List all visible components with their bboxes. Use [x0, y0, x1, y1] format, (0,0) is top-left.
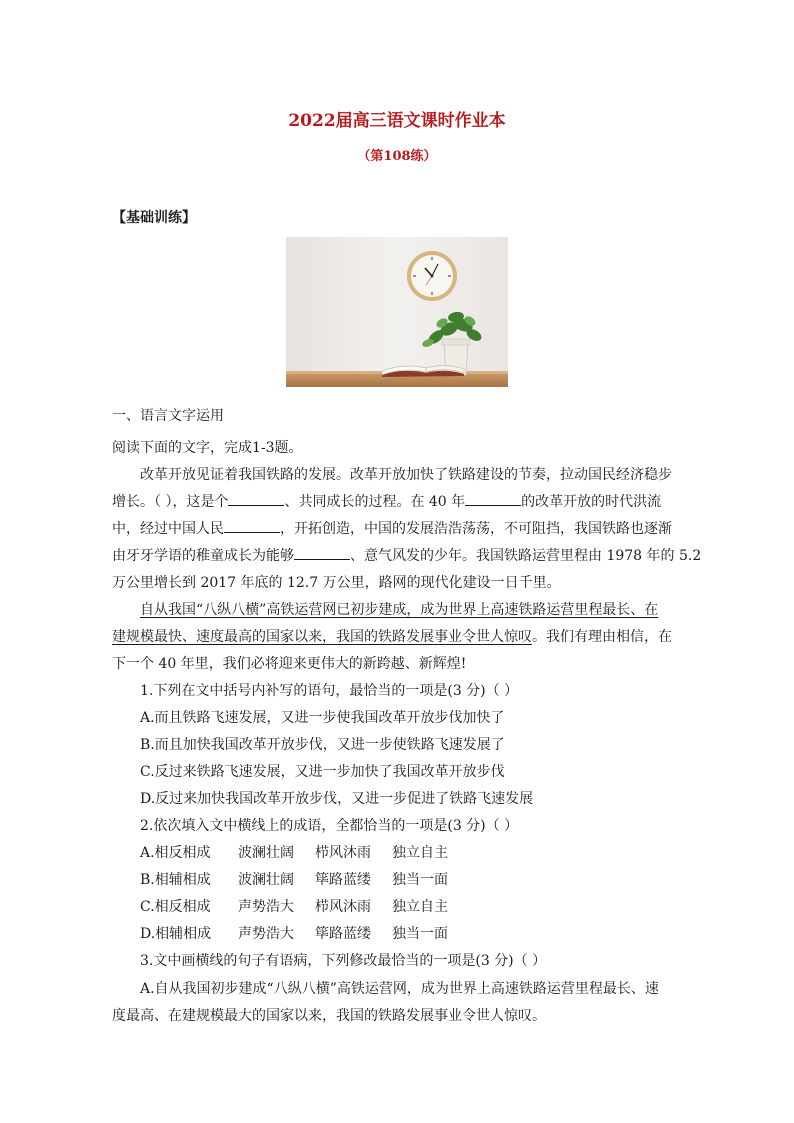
- passage-text: 。我们有理由相信，在: [532, 629, 672, 645]
- underlined-sentence: 自从我国“八纵八横”高铁运营网已初步建成，成为世界上高速铁路运营里程最长、在: [140, 602, 659, 618]
- option-idiom: 筚路蓝缕: [315, 872, 371, 888]
- answer-option: 度最高、在建规模最大的国家以来，我国的铁路发展事业令世人惊叹。: [112, 1008, 546, 1024]
- answer-option: B.相辅相成: [140, 872, 211, 888]
- passage-text: 中，经过中国人民: [112, 521, 224, 537]
- passage-text: 由牙牙学语的稚童成长为能够: [112, 548, 294, 564]
- answer-option: B.而且加快我国改革开放步伐，又进一步使铁路飞速发展了: [140, 737, 505, 753]
- passage-line: [112, 545, 701, 565]
- answer-option: D.反过来加快我国改革开放步伐，又进一步促进了铁路飞速发展: [140, 791, 534, 807]
- document-subtitle: （第108练）: [357, 149, 437, 164]
- question-stem: 2.依次填入文中横线上的成语，全都恰当的一项是(3 分)（ ）: [140, 818, 519, 834]
- answer-option: C.相反相成: [140, 899, 211, 915]
- answer-option: A.相反相成: [140, 845, 211, 861]
- passage-line: [112, 626, 672, 646]
- option-idiom: 波澜壮阔: [238, 845, 294, 861]
- passage-text: 的改革开放的时代洪流: [521, 494, 662, 510]
- option-idiom: 独当一面: [392, 872, 448, 888]
- answer-blank: [465, 492, 521, 506]
- answer-option: D.相辅相成: [140, 926, 212, 942]
- passage-line: 万公里增长到 2017 年底的 12.7 万公里，路网的现代化建设一日千里。: [112, 575, 561, 591]
- passage-text: 、意气风发的少年。我国铁路运营里程由 1978 年的 5.2: [350, 548, 702, 564]
- passage-text: ，开拓创造，中国的发展浩浩荡荡，不可阻挡，我国铁路也逐渐: [280, 521, 672, 537]
- answer-blank: [294, 546, 350, 560]
- option-idiom: 栉风沐雨: [315, 899, 371, 915]
- option-idiom: 声势浩大: [238, 926, 294, 942]
- answer-option: A.自从我国初步建成“八纵八横”高铁运营网，成为世界上高速铁路运营里程最长、速: [140, 981, 659, 997]
- document-title: 2022届高三语文课时作业本: [288, 111, 506, 131]
- underlined-sentence: 建规模最快、速度最高的国家以来，我国的铁路发展事业令世人惊叹: [112, 629, 532, 645]
- answer-blank: [228, 492, 284, 506]
- part-heading: 一、语言文字运用: [112, 408, 224, 424]
- answer-option: A.而且铁路飞速发展，又进一步使我国改革开放步伐加快了: [140, 710, 505, 726]
- wall-clock-plant-book-photo: [286, 237, 508, 387]
- passage-line: 下一个 40 年里，我们必将迎来更伟大的新跨越、新辉煌!: [112, 656, 467, 672]
- answer-option: C.反过来铁路飞速发展，又进一步加快了我国改革开放步伐: [140, 764, 505, 780]
- passage-text: 、共同成长的过程。在 40 年: [284, 494, 466, 510]
- passage-text: 增长。（ ），这是个: [112, 494, 229, 510]
- answer-blank: [224, 519, 280, 533]
- option-idiom: 栉风沐雨: [315, 845, 371, 861]
- passage-line: [112, 518, 672, 538]
- reading-instruction: 阅读下面的文字，完成1-3题。: [112, 440, 303, 456]
- option-idiom: 独当一面: [392, 926, 448, 942]
- option-idiom: 独立自主: [392, 845, 448, 861]
- question-stem: 3.文中画横线的句子有语病，下列修改最恰当的一项是(3 分)（ ）: [140, 953, 547, 969]
- option-idiom: 独立自主: [392, 899, 448, 915]
- passage-line: [112, 491, 661, 511]
- question-stem: 1.下列在文中括号内补写的语句，最恰当的一项是(3 分)（ ）: [140, 683, 519, 699]
- passage-line: 改革开放见证着我国铁路的发展。改革开放加快了铁路建设的节奏，拉动国民经济稳步: [140, 467, 672, 483]
- section-label: 【基础训练】: [112, 210, 196, 226]
- option-idiom: 波澜壮阔: [238, 872, 294, 888]
- option-idiom: 筚路蓝缕: [315, 926, 371, 942]
- option-idiom: 声势浩大: [238, 899, 294, 915]
